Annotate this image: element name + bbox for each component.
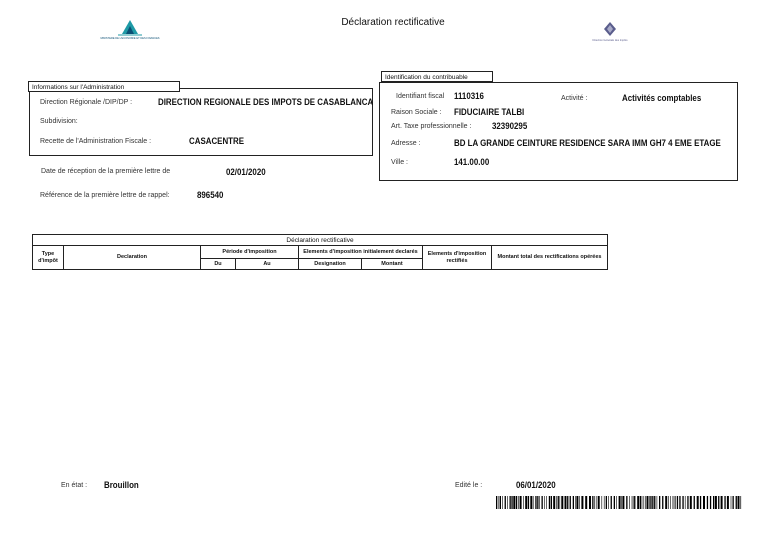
fiscal-id-value: 1110316	[454, 91, 484, 101]
declaration-table	[32, 234, 608, 270]
col-au: Au	[236, 259, 299, 270]
taxpayer-section-label: Identification du contribuable	[381, 71, 493, 82]
recette-label: Recette de l'Administration Fiscale :	[40, 138, 152, 145]
right-logo-text: Direction Générale des Impôts	[592, 39, 628, 42]
ministry-emblem-icon	[90, 16, 170, 38]
direction-label: Direction Régionale /DIP/DP :	[40, 99, 133, 106]
taxe-pro-label: Art. Taxe professionnelle :	[391, 123, 472, 130]
table-header-row	[33, 246, 608, 259]
col-elements-rectifies: Elements d'imposition rectifiés	[423, 246, 492, 270]
direction-value: DIRECTION REGIONALE DES IMPOTS DE CASABLANCA	[158, 97, 374, 107]
admin-section-label: Informations sur l'Administration	[28, 81, 180, 92]
taxe-pro-value: 32390295	[492, 121, 528, 131]
ville-label: Ville :	[391, 159, 408, 166]
date-reception-label: Date de réception de la première lettre de	[41, 168, 171, 175]
page-title: Déclaration rectificative	[341, 17, 445, 28]
activite-value: Activités comptables	[622, 93, 702, 103]
left-logo	[90, 16, 170, 46]
table-caption-row	[33, 235, 608, 246]
col-periode: Période d'imposition	[201, 246, 299, 259]
col-montant-total: Montant total des rectifications opérées	[492, 246, 608, 270]
fiscal-id-label: Identifiant fiscal	[396, 93, 445, 100]
adresse-label: Adresse :	[391, 140, 421, 147]
etat-label: En état :	[61, 482, 88, 489]
table-caption: Déclaration rectificative	[33, 235, 608, 246]
barcode-icon	[496, 496, 742, 509]
subdivision-label: Subdivision:	[40, 118, 78, 125]
raison-sociale-value: FIDUCIAIRE TALBI	[454, 107, 525, 117]
edite-label: Edité le :	[455, 482, 483, 489]
right-logo	[585, 20, 635, 46]
activite-label: Activité :	[561, 95, 588, 102]
reference-label: Référence de la première lettre de rappel:	[40, 192, 170, 199]
dgi-diamond-icon	[585, 20, 635, 38]
recette-value: CASACENTRE	[189, 136, 245, 146]
ville-value: 141.00.00	[454, 157, 490, 167]
col-type-impot: Type d'impôt	[33, 246, 64, 270]
etat-value: Brouillon	[104, 480, 139, 490]
col-du: Du	[201, 259, 236, 270]
col-elements-initiaux: Elements d'imposition initialement declarés	[299, 246, 423, 259]
left-logo-text: MINISTERE DE L'ECONOMIE ET DES FINANCES	[100, 37, 160, 40]
adresse-value: BD LA GRANDE CEINTURE RESIDENCE SARA IMM GH7 4 EME ETAGE	[454, 138, 721, 148]
raison-sociale-label: Raison Sociale :	[391, 109, 442, 116]
col-designation: Designation	[299, 259, 362, 270]
edite-value: 06/01/2020	[516, 480, 556, 490]
col-montant: Montant	[362, 259, 423, 270]
reference-value: 896540	[197, 190, 224, 200]
col-declaration: Declaration	[64, 246, 201, 270]
date-reception-value: 02/01/2020	[226, 167, 266, 177]
